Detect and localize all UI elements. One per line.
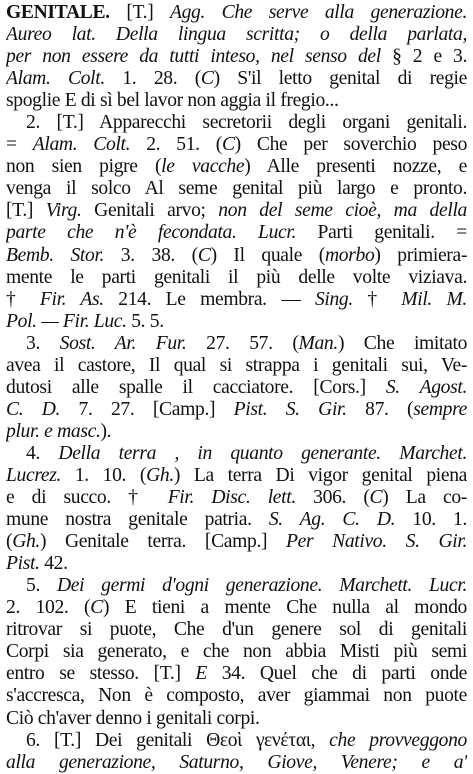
text-segment: ritrovar si puote, Che d'un genere sol di genitali [6, 619, 467, 641]
text-line [6, 333, 467, 355]
italic-text: parte che n'è fecondata. Lucr. [6, 222, 297, 244]
text-line [6, 112, 467, 134]
text-line [6, 200, 467, 222]
text-segment: = [6, 134, 33, 156]
italic-text: Bemb. Stor. [6, 244, 105, 266]
text-segment: 2. 51. ( [130, 134, 222, 156]
italic-text: C [369, 487, 383, 509]
text-segment: 10. 1. [395, 509, 467, 531]
italic-text: Man. [298, 332, 338, 354]
text-segment: venga il solco Al seme genital più largo e pronto. [6, 178, 467, 200]
text-segment: [T.] [109, 2, 170, 23]
text-line [6, 443, 467, 465]
text-segment: non sien pigre ( [6, 156, 162, 178]
italic-text: Gh. [12, 531, 40, 553]
italic-text: C [200, 68, 214, 90]
text-segment: 2. 102. ( [6, 597, 91, 619]
text-segment: Genitali arvo; [81, 200, 219, 222]
italic-text: Della terra , in quanto generante. Marchet. [58, 442, 467, 464]
text-segment: dutosi alle spalle il cacciatore. [Cors.] [6, 376, 386, 398]
text-segment: 42. [39, 553, 68, 575]
italic-text: Pol. — Fir. Luc. [6, 310, 127, 332]
text-line [6, 178, 467, 200]
text-segment: 7. 27. [Camp.] [60, 398, 234, 420]
text-segment: ) La co- [382, 487, 467, 509]
text-line [6, 222, 467, 244]
text-segment: avea il castore, Il qual si strappa i genitali sui, Ve- [6, 354, 467, 376]
text-line [6, 68, 467, 90]
text-segment: † [6, 288, 40, 310]
text-segment: 3. 38. ( [104, 244, 198, 266]
italic-text: Pist. [6, 553, 40, 575]
italic-text: sempre [413, 398, 467, 420]
text-segment: mune nostra genitale patria. [6, 509, 269, 531]
text-line [6, 708, 467, 730]
text-line [6, 575, 467, 597]
text-line [6, 134, 467, 156]
italic-text: Aureo lat. Della lingua scritta; o della parlata, [6, 24, 467, 46]
italic-text: C [90, 597, 103, 619]
text-segment: Corpi sia generato, e che non abbia Misti più semi [6, 641, 467, 663]
text-segment: entro se stesso. [T.] [6, 663, 196, 685]
text-segment: spoglie E di sì bel lavor non aggia il fregio... [6, 90, 339, 112]
italic-text: S. Ag. C. D. [268, 509, 396, 531]
text-segment: ) Il quale ( [210, 244, 325, 266]
italic-text: Alam. Colt. [32, 134, 131, 156]
headword: GENITALE. [6, 2, 110, 23]
text-line [6, 752, 467, 774]
text-segment: 3. [26, 332, 60, 354]
text-line [6, 289, 467, 311]
italic-text: Dei germi d'ogni generazione. Marchett. Lucr. [56, 575, 467, 597]
text-line [6, 377, 467, 399]
italic-text: E [195, 663, 207, 685]
text-line [6, 267, 467, 289]
italic-text: C [197, 244, 211, 266]
italic-text: Lucrez. [6, 464, 62, 486]
italic-text: C [221, 134, 235, 156]
text-segment: 87. ( [346, 398, 414, 420]
text-segment: , [310, 729, 330, 751]
italic-text: che provveggono [329, 729, 467, 751]
text-line [6, 245, 467, 267]
text-line [6, 311, 467, 333]
text-segment: ) Genitale terra. [Camp.] [39, 531, 287, 553]
italic-text: Gh. [146, 464, 174, 486]
text-line [6, 156, 467, 178]
text-segment: 27. 57. ( [186, 332, 299, 354]
text-line [6, 355, 467, 377]
italic-text: Virg. [45, 200, 82, 222]
text-line [6, 641, 467, 663]
italic-text: Mil. M. [401, 288, 467, 310]
italic-text: alla generazione, Saturno, Giove, Venere; e a' [6, 751, 467, 773]
text-line [6, 553, 467, 575]
text-line [6, 509, 467, 531]
italic-text: morbo [324, 244, 375, 266]
text-segment: 2. [T.] Apparecchi secretorii degli organi genitali. [26, 112, 467, 134]
text-segment: e di succo. † [6, 487, 168, 509]
text-segment: ( [6, 531, 13, 553]
italic-text: Fir. As. [39, 288, 104, 310]
italic-text: Sing. [314, 288, 353, 310]
italic-text: plur. e masc. [6, 420, 101, 442]
text-segment: § 2 e 3. [380, 46, 467, 68]
italic-text: Fir. Disc. lett. [167, 487, 296, 509]
text-segment: ) Alle presenti nozze, e [244, 156, 467, 178]
text-line [6, 24, 467, 46]
text-segment: 34. Quel che di parti onde [206, 663, 467, 685]
text-segment: 4. [26, 442, 59, 464]
italic-text: Alam. Colt. [6, 68, 105, 90]
text-segment: 1. 10. ( [61, 464, 147, 486]
text-segment: ). [100, 420, 112, 442]
text-line [6, 531, 467, 553]
text-segment: s'accresca, Non è composto, aver giammai non puote [6, 685, 467, 707]
italic-text: C. D. [6, 398, 61, 420]
text-line [6, 597, 467, 619]
text-segment: 5. 5. [126, 310, 164, 332]
text-segment: Parti genitali. = [296, 222, 467, 244]
text-segment: ) Che per soverchio peso [234, 134, 467, 156]
italic-text: Pist. S. Gir. [233, 398, 347, 420]
italic-text: non del seme cioè, ma della [218, 200, 467, 222]
italic-text: Per Nativo. S. Gir. [286, 531, 467, 553]
text-line [6, 619, 467, 641]
text-segment: † [352, 288, 402, 310]
text-line [6, 46, 467, 68]
text-segment: Ciò ch'aver denno i genitali corpi. [6, 707, 260, 729]
text-line [6, 465, 467, 487]
text-segment: ) S'il letto genital di regie [213, 68, 467, 90]
text-line [6, 730, 467, 752]
text-segment: ) Che imitato [337, 332, 467, 354]
italic-text: S. Agost. [385, 376, 467, 398]
italic-text: le vacche [161, 156, 245, 178]
text-segment: ) La terra Di vigor genital piena [173, 464, 467, 486]
text-segment: 5. [26, 575, 57, 597]
text-segment: mente le parti genitali il più delle volte viziava. [6, 266, 467, 288]
text-line [6, 2, 467, 24]
text-line [6, 663, 467, 685]
text-line [6, 421, 467, 443]
text-line [6, 487, 467, 509]
text-segment: [T.] [6, 200, 46, 222]
text-segment: Θεοὶ γενέται [206, 729, 311, 751]
text-line [6, 399, 467, 421]
text-segment: ) E tieni a mente Che nulla al mondo [102, 597, 467, 619]
italic-text: per non essere da tutti inteso, nel senso del [6, 46, 381, 68]
text-segment: 214. Le membra. — [103, 288, 315, 310]
text-segment: 6. [T.] Dei genitali [26, 729, 207, 751]
italic-text: Agg. Che serve alla generazione. [169, 2, 467, 23]
entry-text-column [6, 2, 467, 774]
text-segment: 306. ( [295, 487, 370, 509]
text-line [6, 90, 467, 112]
italic-text: Sost. Ar. Fur. [59, 332, 187, 354]
text-segment: 1. 28. ( [104, 68, 201, 90]
text-line [6, 685, 467, 707]
text-segment: ) primiera- [374, 244, 467, 266]
